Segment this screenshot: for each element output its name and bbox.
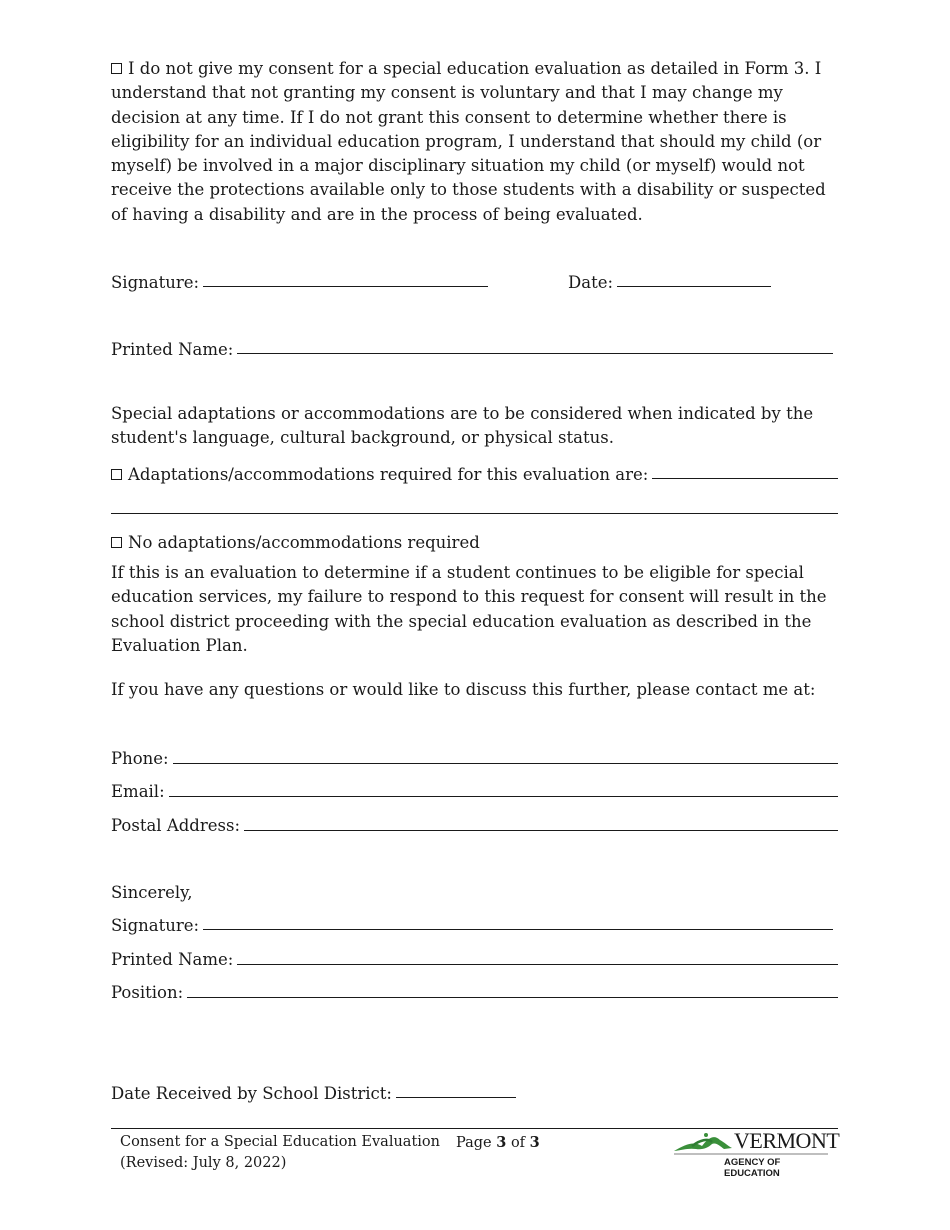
footer-form-title: Consent for a Special Education Evaluation — [120, 1134, 440, 1150]
contact-postal-row — [111, 811, 838, 835]
footer-page-current: 3 — [496, 1134, 507, 1151]
adaptations-intro: Special adaptations or accommodations are to be considered when indicated by the student's language, cultural background, or physical status. — [111, 404, 814, 448]
contact-intro: If you have any questions or would like to discuss this further, please contact me at: — [111, 680, 816, 699]
date-received-label: Date Received by School District: — [111, 1084, 392, 1103]
footer-page-number — [456, 1132, 540, 1154]
adaptations-required-checkbox[interactable] — [111, 469, 122, 480]
parent-signature-label: Signature: — [111, 273, 200, 292]
closing-printed-name-row — [111, 945, 838, 969]
contact-phone-label: Phone: — [111, 749, 169, 768]
consent-decline-paragraph — [111, 57, 839, 227]
parent-signature-row — [111, 268, 493, 292]
contact-phone-field[interactable] — [173, 762, 838, 764]
contact-postal-label: Postal Address: — [111, 816, 241, 835]
parent-printed-name-label: Printed Name: — [111, 340, 234, 359]
date-received-field[interactable] — [396, 1096, 516, 1098]
closing-printed-name-label: Printed Name: — [111, 950, 234, 969]
closing-signature-field[interactable] — [203, 928, 833, 930]
footer-page-prefix: Page — [456, 1135, 492, 1151]
parent-signature-field[interactable] — [203, 285, 488, 287]
logo-agency-text: AGENCY OF EDUCATION — [724, 1157, 781, 1179]
adaptations-none-checkbox[interactable] — [111, 537, 122, 548]
logo-vermont-text: VERMONT — [734, 1128, 840, 1153]
parent-date-field[interactable] — [617, 285, 771, 287]
footer-page-total: 3 — [529, 1134, 540, 1151]
adaptations-none-label: No adaptations/accommodations required — [128, 533, 480, 552]
parent-printed-name-field[interactable] — [237, 352, 833, 354]
parent-date-label: Date: — [568, 273, 614, 292]
closing-position-label: Position: — [111, 983, 184, 1002]
contact-email-field[interactable] — [169, 795, 838, 797]
date-received-row — [111, 1079, 521, 1103]
consent-decline-text: I do not give my consent for a special education evaluation as detailed in Form 3. I understand that not granting my consent is voluntary and that I may change my decision at any time. If I do not grant this consent to determine whether there is eligibility for an individual education program, I understand that should my child (or myself) be involved in a major disciplinary situation my child (or myself) would not receive the protections available only to those students with a disability or suspected of having a disability and are in the process of being evaluated. — [111, 59, 826, 224]
closing-sincerely-text: Sincerely, — [111, 883, 193, 902]
parent-date-row — [568, 268, 776, 292]
footer-revised-date: (Revised: July 8, 2022) — [120, 1155, 287, 1171]
closing-sincerely — [111, 878, 838, 902]
failure-to-respond-notice: If this is an evaluation to determine if a student continues to be eligible for special education services, my failure to respond to this request for consent will result in the school district proceeding with the special education evaluation as described in the Evaluation Plan. — [111, 563, 827, 655]
parent-printed-name-row — [111, 335, 838, 359]
closing-position-field[interactable] — [187, 996, 838, 998]
adaptations-required-label-wrap — [111, 465, 652, 484]
contact-phone-row — [111, 744, 838, 768]
closing-signature-label: Signature: — [111, 916, 200, 935]
vermont-aoe-logo — [672, 1128, 840, 1179]
contact-email-label: Email: — [111, 782, 165, 801]
closing-position-row — [111, 978, 838, 1002]
adaptations-required-label: Adaptations/accommodations required for this evaluation are: — [128, 465, 649, 484]
contact-postal-field[interactable] — [244, 829, 838, 831]
adaptations-extra-row — [111, 494, 838, 518]
footer-page-of: of — [510, 1135, 526, 1151]
consent-decline-checkbox[interactable] — [111, 63, 122, 74]
closing-printed-name-field[interactable] — [237, 963, 838, 965]
closing-signature-row — [111, 911, 838, 935]
adaptations-required-row — [111, 460, 838, 484]
contact-email-row — [111, 777, 838, 801]
adaptations-required-field[interactable] — [652, 477, 838, 479]
adaptations-extra-field[interactable] — [111, 512, 838, 514]
adaptations-none-row — [111, 528, 838, 552]
